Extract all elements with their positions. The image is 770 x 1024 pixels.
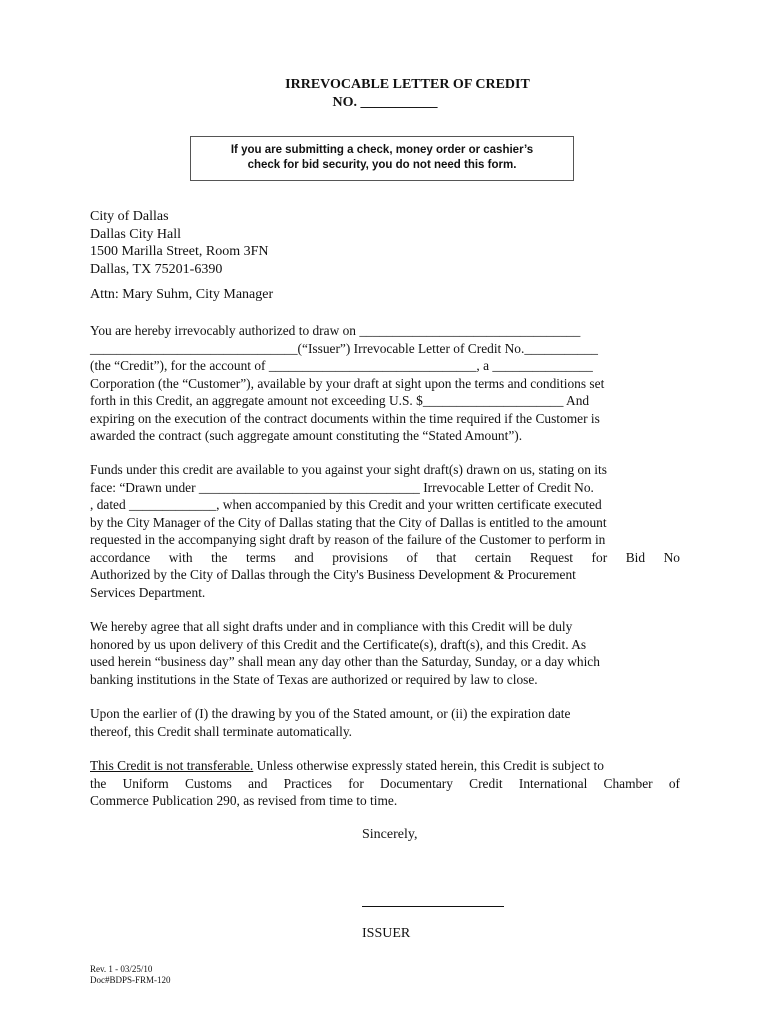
address-line: 1500 Marilla Street, Room 3FN bbox=[90, 244, 269, 259]
paragraph-line: requested in the accompanying sight draft by reason of the failure of the Customer to perform in bbox=[90, 532, 606, 547]
notice-line-1: If you are submitting a check, money order or cashier’s bbox=[230, 144, 534, 156]
paragraph-line: Corporation (the “Customer”), available by your draft at sight upon the terms and conditions set bbox=[90, 375, 605, 391]
paragraph-line: We hereby agree that all sight drafts under and in compliance with this Credit will be duly bbox=[90, 619, 573, 634]
not-transferable-text: This Credit is not transferable. bbox=[90, 758, 254, 773]
revision-date: Rev. 1 - 03/25/10 bbox=[90, 964, 153, 974]
paragraph-line: thereof, this Credit shall terminate automatically. bbox=[90, 723, 353, 739]
paragraph-line: Authorized by the City of Dallas through the City's Business Development & Procurement bbox=[90, 567, 576, 582]
document-number: Doc#BDPS-FRM-120 bbox=[90, 975, 171, 985]
paragraph-line: (the “Credit”), for the account of _______________________________, a _______________ bbox=[90, 358, 593, 373]
paragraph-line: used herein “business day” shall mean any day other than the Saturday, Sunday, or a day which bbox=[90, 654, 600, 669]
paragraph-line: banking institutions in the State of Texas are authorized or required by law to close. bbox=[90, 671, 538, 687]
paragraph-line: Commerce Publication 290, as revised from time to time. bbox=[90, 793, 398, 808]
paragraph-line: You are hereby irrevocably authorized to draw on _________________________________ bbox=[90, 323, 581, 338]
transferability-paragraph bbox=[90, 757, 680, 810]
paragraph-line: honored by us upon delivery of this Credit and the Certificate(s), draft(s), and this Credit. As bbox=[90, 636, 587, 652]
agreement-paragraph bbox=[90, 618, 680, 688]
paragraph-line: by the City Manager of the City of Dallas stating that the City of Dallas is entitled to the amount bbox=[90, 514, 607, 530]
title-line: IRREVOCABLE LETTER OF CREDIT bbox=[285, 77, 530, 92]
paragraph-line-rest: Unless otherwise expressly stated herein, this Credit is subject to bbox=[253, 758, 604, 773]
paragraph-line: , dated _____________, when accompanied by this Credit and your written certificate executed bbox=[90, 497, 602, 512]
paragraph-line: expiring on the execution of the contract documents within the time required if the Customer is bbox=[90, 410, 600, 426]
paragraph-line: accordance with the terms and provisions of that certain Request for Bid No bbox=[90, 549, 680, 565]
paragraph-line: Services Department. bbox=[90, 584, 206, 600]
paragraph-line: forth in this Credit, an aggregate amount not exceeding U.S. $_____________________ And bbox=[90, 393, 590, 408]
paragraph-line: Upon the earlier of (I) the drawing by you of the Stated amount, or (ii) the expiration date bbox=[90, 706, 571, 721]
paragraph-line: the Uniform Customs and Practices for Documentary Credit International Chamber of bbox=[90, 775, 680, 791]
issuer-label: ISSUER bbox=[362, 926, 411, 941]
closing-salutation: Sincerely, bbox=[362, 827, 418, 842]
paragraph-line: awarded the contract (such aggregate amount constituting the “Stated Amount”). bbox=[90, 428, 523, 443]
credit-number-line: NO. ___________ bbox=[332, 95, 438, 110]
paragraph-line: _______________________________(“Issuer”) Irrevocable Letter of Credit No.___________ bbox=[90, 340, 598, 356]
address-line: Dallas, TX 75201-6390 bbox=[90, 261, 223, 277]
paragraph-line: face: “Drawn under _________________________________ Irrevocable Letter of Credit No. bbox=[90, 479, 594, 495]
attention-line: Attn: Mary Suhm, City Manager bbox=[90, 287, 274, 302]
signature-line bbox=[362, 906, 504, 907]
authorization-paragraph bbox=[90, 322, 680, 445]
funds-paragraph bbox=[90, 461, 680, 601]
revision-footer bbox=[90, 964, 171, 986]
paragraph-line bbox=[90, 757, 680, 775]
paragraph-line: Funds under this credit are available to you against your sight draft(s) drawn on us, stating on its bbox=[90, 462, 607, 477]
bid-security-notice-box bbox=[190, 136, 574, 181]
recipient-address bbox=[90, 208, 269, 278]
address-line: Dallas City Hall bbox=[90, 226, 181, 242]
notice-line-2: check for bid security, you do not need this form. bbox=[247, 159, 517, 171]
termination-paragraph bbox=[90, 705, 680, 740]
address-line: City of Dallas bbox=[90, 209, 169, 224]
